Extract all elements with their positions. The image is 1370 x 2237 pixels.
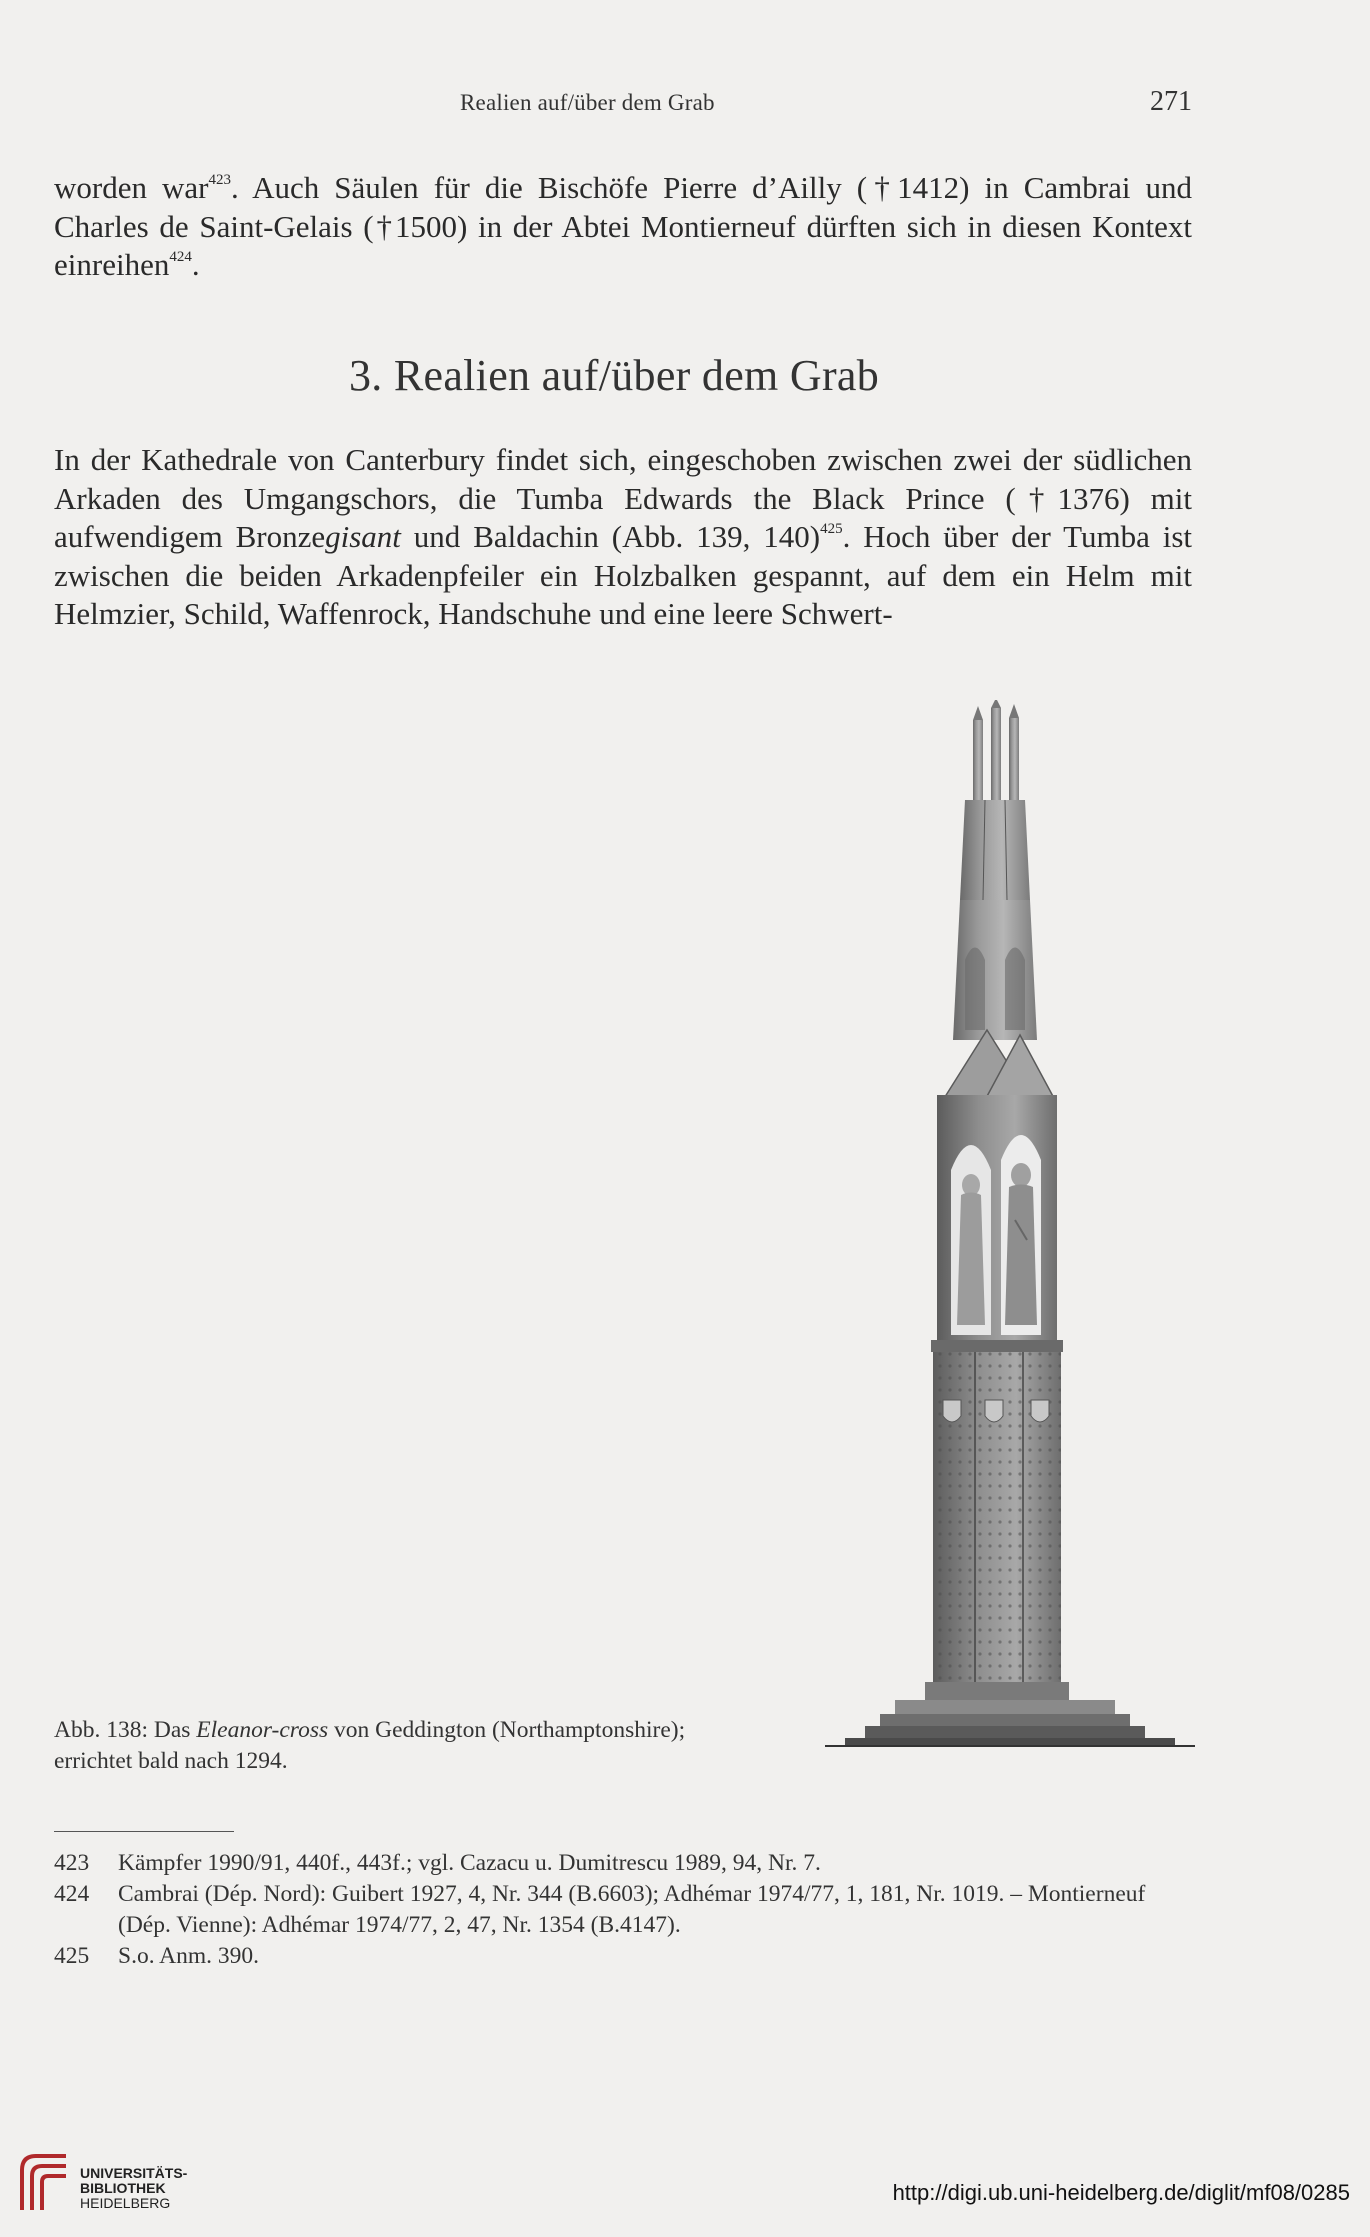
footnote-divider [54, 1831, 234, 1832]
footnote-number: 423 [54, 1850, 90, 1876]
footnote-text: Cambrai (Dép. Nord): Guibert 1927, 4, Nr. 344 (B.6603); Adhémar 1974/77, 1, 181, Nr. 1019. – Montierneuf (Dép. Vienne): Adhémar 1974/77, 2, 47, Nr. 1354 (B.4147). [118, 1881, 1146, 1938]
footnote-423 [54, 1848, 1204, 1879]
footnote-text: S.o. Anm. 390. [118, 1943, 260, 1969]
footnote-ref-425[interactable]: 425 [820, 521, 843, 537]
logo-line-3: HEIDELBERG [80, 2195, 171, 2211]
caption-italic-term: Eleanor-cross [196, 1717, 329, 1743]
body-text-3: . Hoch über der Tumba ist zwischen die beiden Arkadenpfeiler ein Holzbalken gespannt, auf dem ein Helm mit Helmzier, Schild, Waffenrock, Handschuhe und eine leere Schwert- [54, 519, 1192, 631]
body-text-1: In der Kathedrale von Canterbury findet sich, eingeschoben zwischen zwei der südlichen Arkaden des Umgangschors, die Tumba Edwards the Black Prince (†1376) mit aufwendigem Bronze [54, 442, 1192, 554]
footnote-424 [54, 1879, 1204, 1941]
caption-prefix: Abb. 138: Das [54, 1717, 197, 1743]
caption-line-2: errichtet bald nach 1294. [54, 1748, 288, 1774]
footnote-425 [54, 1941, 1204, 1972]
caption-suffix: von Geddington (Northamptonshire); [328, 1717, 686, 1743]
intro-paragraph [54, 169, 1192, 285]
library-logo-text [80, 2166, 187, 2211]
intro-text-3: . [191, 247, 200, 282]
library-logo[interactable] [14, 2148, 214, 2228]
body-italic-term: gisant [325, 519, 401, 554]
eleanor-cross-photo [825, 700, 1195, 1775]
running-head [0, 86, 1370, 120]
footnote-number: 425 [54, 1943, 90, 1969]
footnote-ref-423[interactable]: 423 [208, 172, 231, 188]
body-paragraph [54, 441, 1192, 634]
footnote-text: Kämpfer 1990/91, 440f., 443f.; vgl. Cazacu u. Dumitrescu 1989, 94, Nr. 7. [118, 1850, 821, 1876]
footnote-number: 424 [54, 1881, 90, 1907]
logo-line-1: UNIVERSITÄTS- [80, 2165, 188, 2181]
footnotes [54, 1848, 1204, 1972]
intro-text-2: . Auch Säulen für die Bischöfe Pierre d’Ailly (†1412) in Cambrai und Charles de Saint-Gelais (†1500) in der Abtei Montierneuf dürften sich in diesen Kontext einreihen [54, 170, 1192, 282]
logo-line-2: BIBLIOTHEK [80, 2180, 166, 2196]
intro-text-1: worden war [54, 170, 209, 205]
running-title: Realien auf/über dem Grab [460, 90, 715, 115]
figure-caption [54, 1715, 794, 1777]
digital-library-url[interactable]: http://digi.ub.uni-heidelberg.de/diglit/mf08/0285 [892, 2180, 1350, 2205]
library-logo-icon [14, 2148, 74, 2218]
footnote-ref-424[interactable]: 424 [169, 249, 192, 265]
body-text-2: und Baldachin (Abb. 139, 140) [400, 519, 821, 554]
section-heading: 3. Realien auf/über dem Grab [348, 351, 880, 400]
page-number: 271 [1150, 86, 1192, 117]
